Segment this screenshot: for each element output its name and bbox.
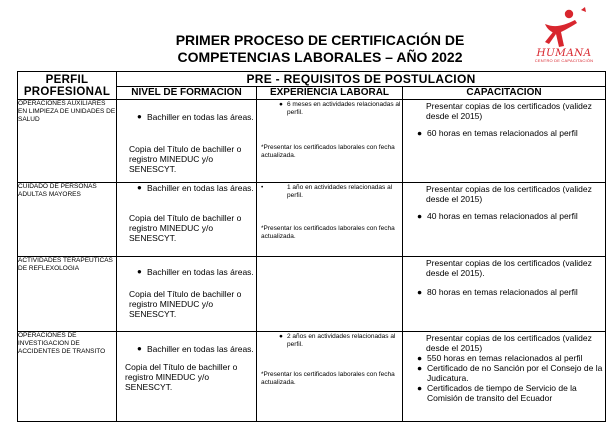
nivel-formacion-header: NIVEL DE FORMACION	[117, 87, 257, 100]
perfil-cell: CUIDADO DE PERSONAS ADULTAS MAYORES	[18, 183, 117, 257]
exp-presentar: *Presentar los certificados laborales con fecha actualizada.	[261, 225, 395, 240]
cap-bullet: Certificados de tiempo de Servicio de la Comisión de transito del Ecuador	[427, 383, 577, 403]
bullet-icon: ●	[417, 287, 423, 297]
nivel-cell	[117, 257, 257, 332]
nivel-bullet: Bachiller en todas las áreas.	[147, 112, 254, 122]
cap-bullet: 40 horas en temas relacionados al perfil	[427, 211, 578, 221]
nivel-copia: Copia del Título de bachiller o registro MINEDUC y/o SENESCYT.	[125, 362, 238, 392]
bullet-icon: ●	[417, 383, 423, 393]
experiencia-laboral-header: EXPERIENCIA LABORAL	[257, 87, 403, 100]
nivel-bullet: Bachiller en todas las áreas.	[147, 267, 254, 277]
cap-bullet: 550 horas en temas relacionados al perfil	[427, 353, 583, 363]
nivel-cell	[117, 183, 257, 257]
nivel-bullet: Bachiller en todas las áreas.	[147, 344, 254, 354]
exp-bullet: 1 año en actividades relacionadas al perfil.	[287, 184, 393, 199]
nivel-cell	[117, 332, 257, 422]
cap-bullet: Certificado de no Sanción por el Consejo de la Judicatura.	[427, 363, 603, 383]
nivel-copia: Copia del Título de bachiller o registro MINEDUC y/o SENESCYT.	[129, 144, 242, 174]
prerequisites-header: PRE - REQUISITOS DE POSTULACION	[117, 72, 606, 87]
capacitacion-cell	[403, 183, 606, 257]
title-line-2: COMPETENCIAS LABORALES – AÑO 2022	[177, 49, 463, 65]
experiencia-cell	[257, 257, 403, 332]
exp-bullet: 2 años en actividades relacionadas al perfil.	[287, 333, 396, 348]
table-row	[18, 257, 606, 332]
capacitacion-cell	[403, 257, 606, 332]
bullet-icon: ●	[279, 333, 283, 340]
capacitacion-cell	[403, 332, 606, 422]
cap-bullet: 80 horas en temas relacionados al perfil	[427, 287, 578, 297]
bullet-icon: ●	[417, 128, 423, 138]
nivel-copia: Copia del Título de bachiller o registro MINEDUC y/o SENESCYT.	[129, 213, 242, 243]
perfil-header-line-1: PERFIL	[45, 74, 89, 86]
perfil-cell: OPERACIONES AUXILIARES EN LIMPIEZA DE UNIDADES DE SALUD	[18, 100, 117, 183]
bullet-icon: ●	[137, 112, 142, 121]
perfil-cell: ACTIVIDADES TERAPEUTICAS DE REFLEXOLOGIA	[18, 257, 117, 332]
table-row	[18, 332, 606, 422]
experiencia-cell	[257, 332, 403, 422]
logo-subtitle: CENTRO DE CAPACITACIÓN	[534, 58, 594, 63]
table-row	[18, 183, 606, 257]
cap-presentar: Presentar copias de los certificados (validez desde el 2015).	[426, 258, 592, 278]
capacitacion-header: CAPACITACION	[403, 87, 606, 100]
bullet-icon: ●	[137, 344, 142, 353]
bullet-icon: ●	[137, 267, 142, 276]
bullet-icon: ●	[417, 363, 423, 373]
capacitacion-cell	[403, 100, 606, 183]
bullet-icon: ●	[417, 211, 423, 221]
perfil-cell: OPERACIONES DE INVESTIGACION DE ACCIDENTES DE TRANSITO	[18, 332, 117, 422]
exp-presentar: *Presentar los certificados laborales con fecha actualizada.	[261, 371, 395, 386]
cap-presentar: Presentar copias de los certificados (validez desde el 2015)	[426, 101, 592, 121]
bullet-icon: ●	[137, 183, 142, 192]
logo-wordmark: HUMANA	[536, 47, 592, 59]
bullet-icon: •	[261, 184, 264, 191]
cap-bullet: 60 horas en temas relacionados al perfil	[427, 128, 578, 138]
bullet-icon: ●	[279, 101, 283, 108]
document-title	[150, 32, 490, 66]
nivel-cell	[117, 100, 257, 183]
perfil-header	[18, 72, 117, 100]
exp-presentar: *Presentar los certificados laborales con fecha actualizada.	[261, 144, 395, 159]
cap-presentar: Presentar copias de los certificados (validez desde el 2015)	[426, 333, 592, 353]
bullet-icon: ●	[417, 353, 423, 363]
table-row	[18, 100, 606, 183]
exp-bullet: 6 meses en actividades relacionadas al perfil.	[287, 101, 401, 116]
experiencia-cell	[257, 100, 403, 183]
experiencia-cell	[257, 183, 403, 257]
cap-presentar: Presentar copias de los certificados (validez desde el 2015)	[426, 184, 592, 204]
perfil-header-line-2: PROFESIONAL	[23, 86, 111, 98]
requirements-table	[17, 71, 606, 422]
nivel-bullet: Bachiller en todas las áreas.	[147, 183, 254, 193]
title-line-1: PRIMER PROCESO DE CERTIFICACIÓN DE	[175, 32, 465, 48]
nivel-copia: Copia del Título de bachiller o registro MINEDUC y/o SENESCYT.	[129, 289, 242, 319]
